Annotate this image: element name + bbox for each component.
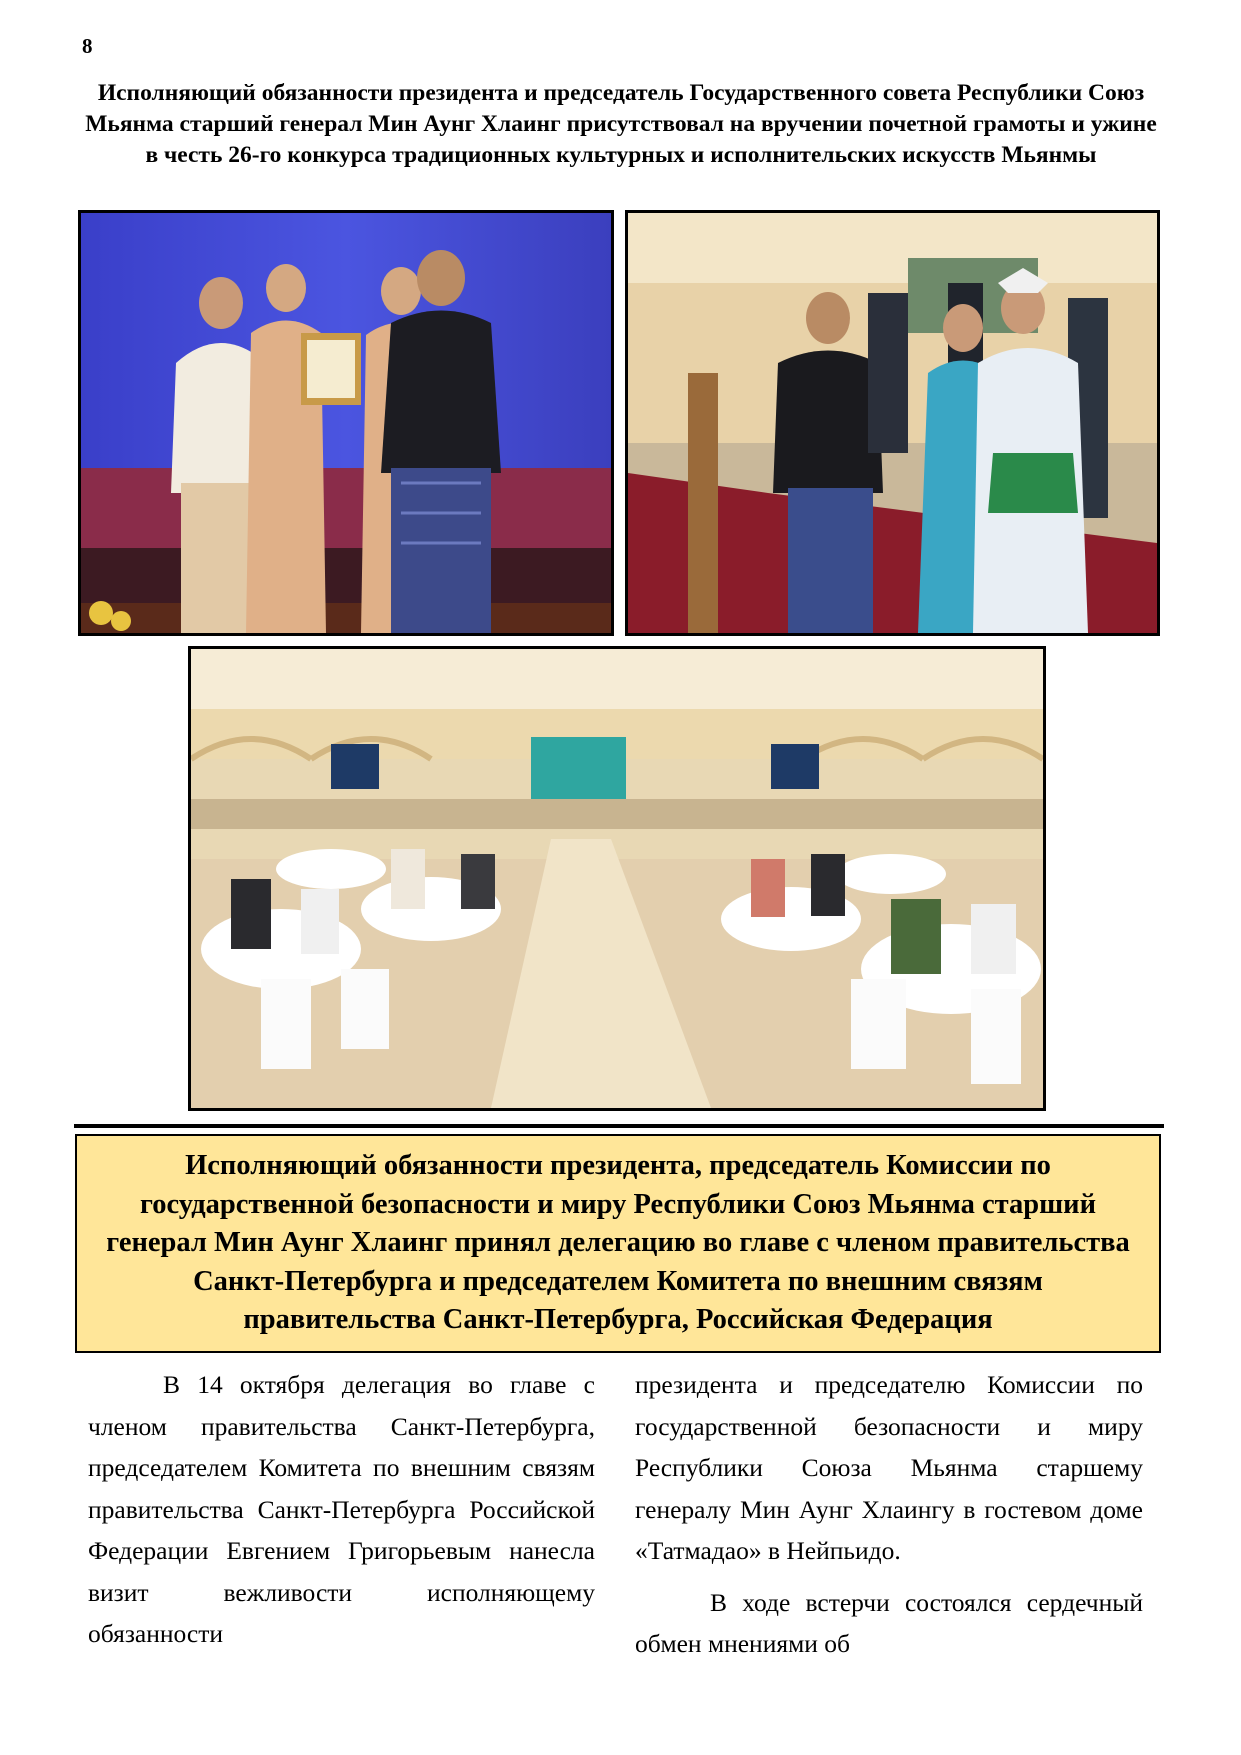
section-divider [74, 1124, 1164, 1128]
section-heading: Исполняющий обязанности президента и председатель Государственного совета Республики Союз Мьянма старший генерал Мин Аунг Хлаинг присутствовал на вручении почетной грамоты и ужине в честь 26-го конкурса традиционных культурных и исполнительских искусств Мьянмы [85, 80, 1157, 168]
article-paragraph: президента и председателю Комиссии по государственной безопасности и миру Республики Союза Мьянма старшему генералу Мин Аунг Хлаингу в гостевом доме «Татмадао» в Нейпьидо. [635, 1370, 1143, 1565]
greeting-performers-photo [625, 210, 1160, 636]
banquet-hall-photo [188, 646, 1046, 1111]
article-title: Исполняющий обязанности президента, председатель Комиссии по государственной безопасности и миру Республики Союз Мьянма старший генерал Мин Аунг Хлаинг принял делегацию во главе с членом правительства Санкт-Петербурга и председателем Комитета по внешним связям правительства Санкт-Петербурга, Российская Федерация [106, 1150, 1130, 1336]
article-column-left [88, 1364, 595, 1655]
article-title-box [75, 1134, 1161, 1353]
article-paragraph: В 14 октября делегация во главе с членом правительства Санкт-Петербурга, председателем Комитета по внешним связям правительства Санкт-Петербурга Российской Федерации Евгением Григорьевым нанесла визит вежливости исполняющему обязанности [88, 1370, 595, 1648]
page-number: 8 [82, 34, 93, 58]
award-ceremony-photo [78, 210, 614, 636]
article-paragraph: В ходе встерчи состоялся сердечный обмен мнениями об [635, 1587, 1143, 1658]
article-column-right [635, 1364, 1143, 1665]
